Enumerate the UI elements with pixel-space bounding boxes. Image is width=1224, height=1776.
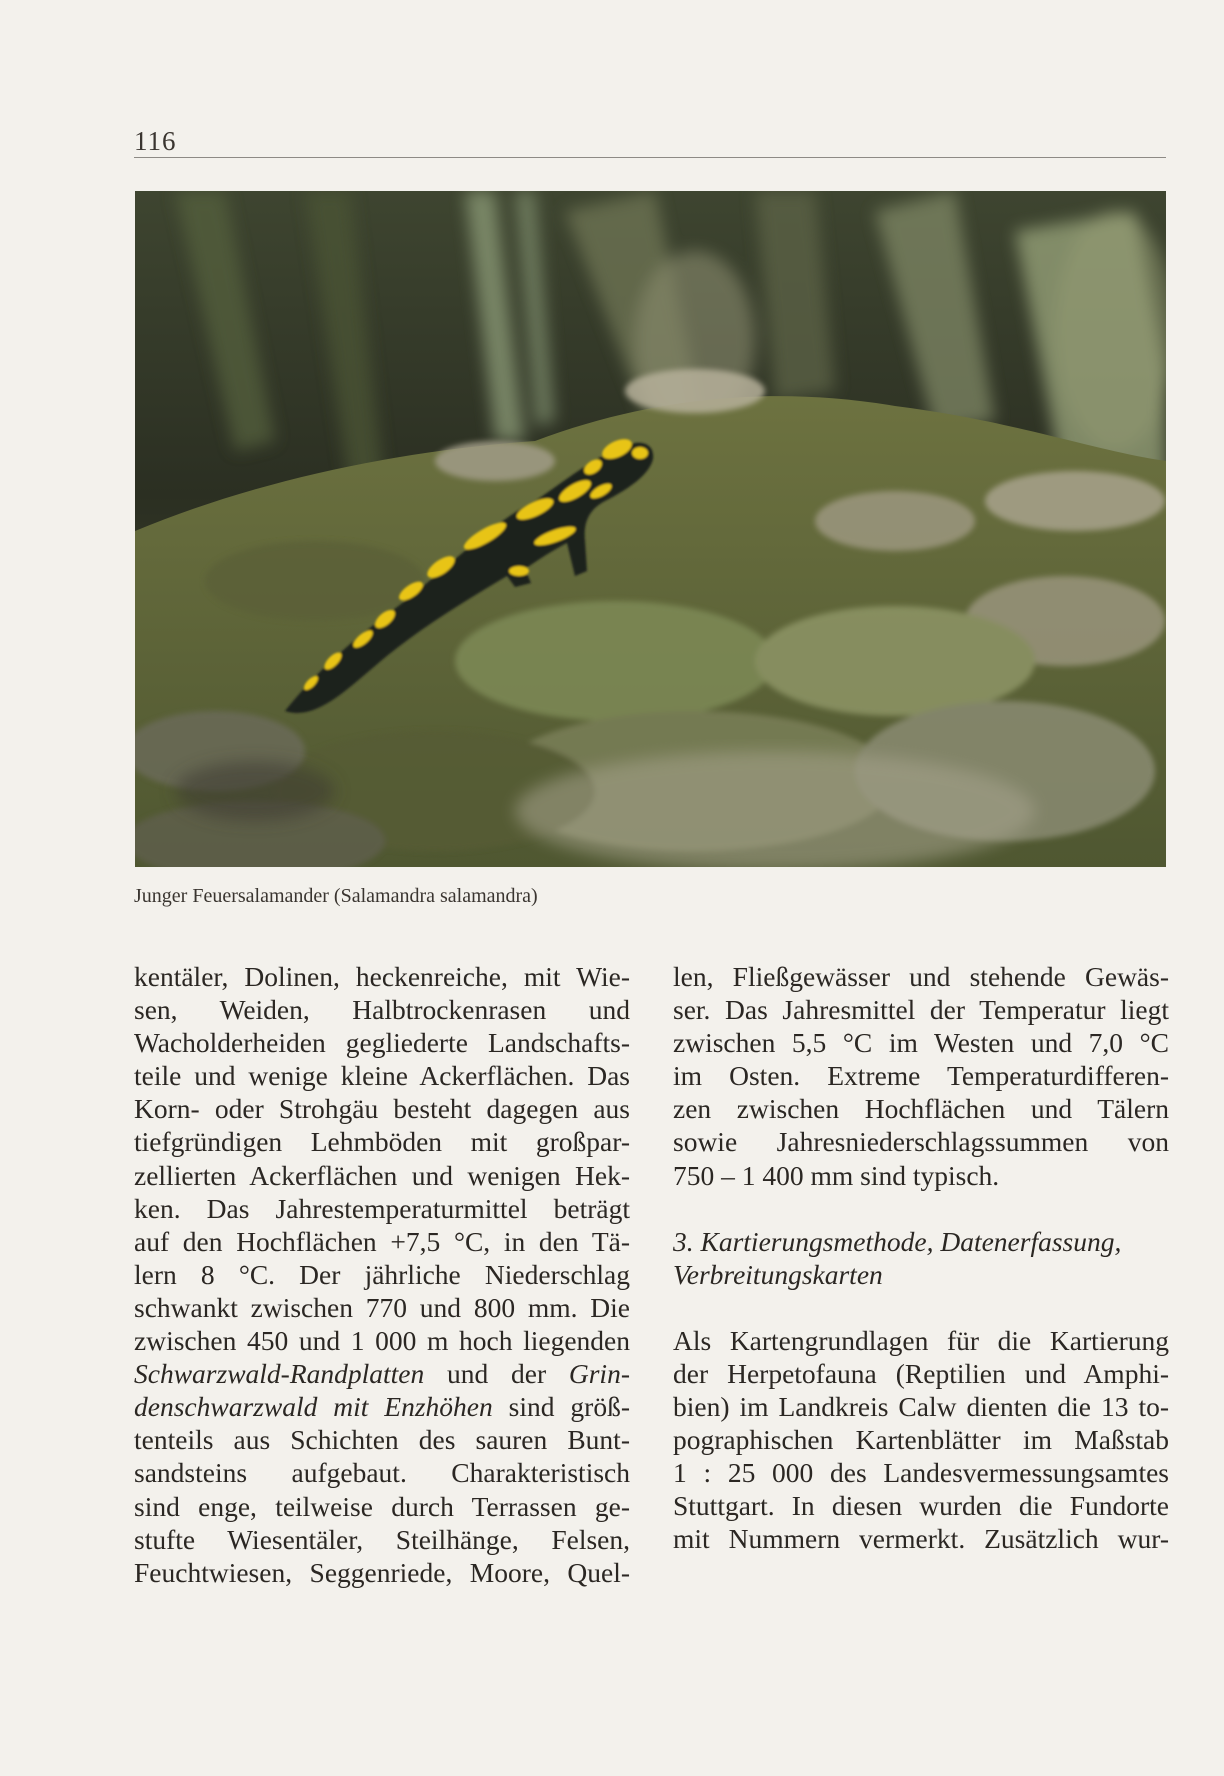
text-line: bien) im Landkreis Calw dienten die 13 to- (673, 1391, 1169, 1423)
text-line: zen zwischen Hochflächen und Tälern (673, 1093, 1169, 1125)
text-line: stufte Wiesentäler, Steilhänge, Felsen, (134, 1523, 630, 1555)
text-line: Als Kartengrundlagen für die Kartierung (673, 1324, 1169, 1356)
text-line: kentäler, Dolinen, heckenreiche, mit Wie- (134, 961, 630, 992)
text-line: Wacholderheiden gegliederte Landschafts- (134, 1027, 630, 1059)
text-line: sandsteins aufgebaut. Charakteristisch (134, 1457, 630, 1489)
text-line: 750 – 1 400 mm sind typisch. (673, 1159, 1000, 1191)
text-line: Stuttgart. In diesen wurden die Fundorte (673, 1490, 1169, 1522)
inline-text: und der (424, 1358, 569, 1390)
text-line: sen, Weiden, Halbtrockenrasen und (134, 994, 630, 1026)
text-line: der Herpetofauna (Reptilien und Amphi- (673, 1357, 1169, 1389)
text-line: sowie Jahresniederschlagssummen von (673, 1126, 1169, 1158)
inline-text: sind größ- (492, 1391, 630, 1423)
text-line: auf den Hochflächen +7,5 °C, in den Tä- (134, 1225, 630, 1257)
right-text-column (673, 960, 1169, 1556)
text-line: zwischen 450 und 1 000 m hoch liegenden (134, 1325, 630, 1357)
text-line: tiefgründigen Lehmböden mit großpar- (134, 1126, 630, 1158)
header-rule (134, 157, 1166, 158)
section-heading: Verbreitungskarten (673, 1258, 883, 1290)
text-line: Feuchtwiesen, Seggenriede, Moore, Quel- (134, 1556, 630, 1588)
text-line: tenteils aus Schichten des sauren Bunt- (134, 1424, 630, 1456)
text-line: pographischen Kartenblätter im Maßstab (673, 1424, 1169, 1456)
text-line: mit Nummern vermerkt. Zusätzlich wur- (673, 1523, 1169, 1555)
text-line: lern 8 °C. Der jährliche Niederschlag (134, 1258, 630, 1290)
text-line: ser. Das Jahresmittel der Temperatur liegt (673, 994, 1169, 1026)
text-line: Korn- oder Strohgäu besteht dagegen aus (134, 1093, 630, 1125)
section-heading: 3. Kartierungsmethode, Datenerfassung, (673, 1225, 1122, 1257)
text-line-italic-mixed (134, 1357, 630, 1390)
salamander-photo-art (135, 191, 1166, 867)
text-line: 1 : 25 000 des Landesvermessungsamtes (673, 1457, 1169, 1489)
text-line: sind enge, teilweise durch Terrassen ge- (134, 1490, 630, 1522)
text-line: zellierten Ackerflächen und wenigen Hek- (134, 1159, 630, 1191)
paragraph-gap (673, 1291, 1169, 1324)
text-line: ken. Das Jahrestemperaturmittel beträgt (134, 1192, 630, 1224)
text-line: im Osten. Extreme Temperaturdifferen- (673, 1060, 1169, 1092)
italic-place-name: Schwarzwald-Randplatten (134, 1358, 425, 1390)
salamander-photo (135, 191, 1166, 867)
text-line: schwankt zwischen 770 und 800 mm. Die (134, 1291, 630, 1323)
text-line-italic-mixed (134, 1390, 630, 1423)
page-number: 116 (134, 126, 177, 156)
italic-place-name: denschwarzwald mit Enzhöhen (134, 1391, 493, 1423)
figure-caption: Junger Feuersalamander (Salamandra salamandra) (134, 885, 538, 907)
text-line: len, Fließgewässer und stehende Gewäs- (673, 961, 1169, 992)
left-text-column (134, 960, 630, 1589)
text-line: zwischen 5,5 °C im Westen und 7,0 °C (673, 1027, 1169, 1059)
paragraph-gap (673, 1192, 1169, 1225)
text-line: teile und wenige kleine Ackerflächen. Das (134, 1060, 630, 1092)
italic-place-name: Grin- (568, 1358, 630, 1390)
